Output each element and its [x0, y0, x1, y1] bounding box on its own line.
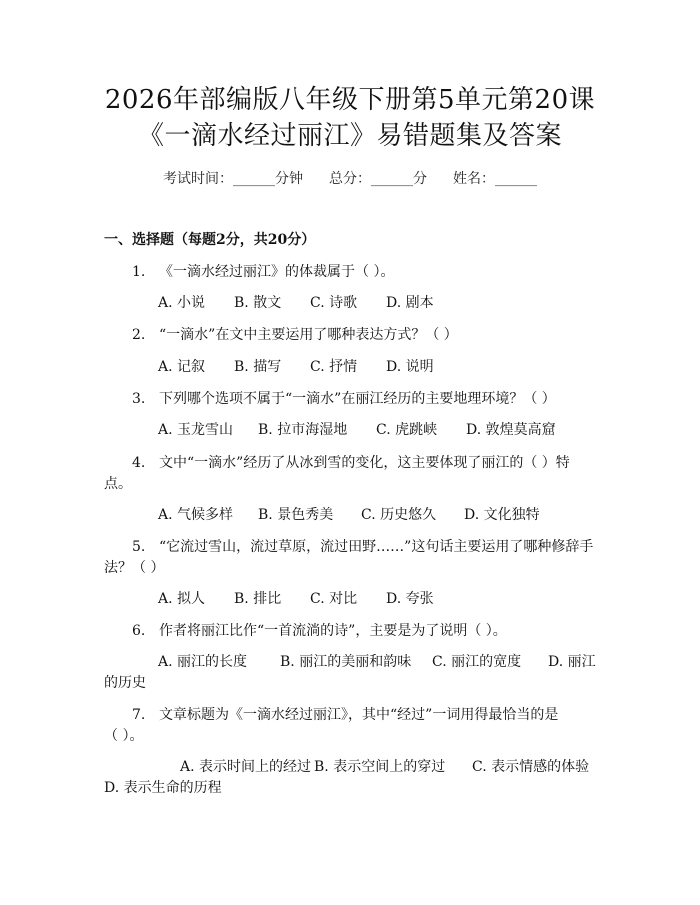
page-title-line1: 2026年部编版八年级下册第5单元第20课 [104, 85, 596, 115]
options-3 [158, 420, 556, 440]
option-c: C. 抒情 [310, 359, 358, 375]
question-2 [132, 325, 458, 345]
option-a: A. 表示时间上的经过 [180, 759, 312, 775]
option-b: B. 描写 [234, 359, 282, 375]
option-c: C. 表示情感的体验 [472, 759, 590, 775]
page-title-line2: 《一滴水经过丽江》易错题集及答案 [137, 121, 562, 151]
question-number: 7. [132, 707, 146, 723]
option-d: D. 敦煌莫高窟 [466, 422, 556, 438]
option-c: C. 诗歌 [310, 295, 358, 311]
option-a: A. 拟人 [158, 591, 206, 607]
options-5 [158, 589, 434, 609]
question-number: 2. [132, 327, 146, 343]
option-a: A. 气候多样 [158, 507, 234, 523]
options-2 [158, 357, 434, 377]
question-text: 《一滴水经过丽江》的体裁属于（ ）。 [159, 264, 395, 280]
question-4 [132, 453, 570, 473]
exam-info [0, 168, 700, 188]
question-6 [132, 621, 507, 641]
question-text: “一滴水”在文中主要运用了哪种表达方式？（ ） [159, 327, 458, 343]
section-heading: 一、选择题（每题2分，共20分） [104, 232, 316, 248]
option-c: C. 对比 [310, 591, 358, 607]
student-name: 姓名：______ [453, 171, 537, 187]
option-d: D. 文化独特 [464, 507, 540, 523]
option-b: B. 景色秀美 [258, 507, 334, 523]
question-text: 下列哪个选项不属于“一滴水”在丽江经历的主要地理环境？（ ） [159, 391, 556, 407]
question-text: “它流过雪山，流过草原，流过田野……”这句话主要运用了哪种修辞手 [159, 539, 594, 555]
question-7 [132, 705, 558, 725]
option-d: D. 剧本 [386, 295, 434, 311]
question-text: 作者将丽江比作“一首流淌的诗”，主要是为了说明（ ）。 [159, 623, 507, 639]
exam-score: 总分：______分 [329, 171, 427, 187]
option-b: B. 拉市海湿地 [258, 422, 348, 438]
exam-time: 考试时间：______分钟 [163, 171, 303, 187]
option-c: C. 历史悠久 [361, 507, 437, 523]
question-number: 3. [132, 391, 146, 407]
question-3 [132, 389, 556, 409]
question-text: 文中“一滴水”经历了从冰到雪的变化，这主要体现了丽江的（ ）特 [159, 455, 570, 471]
option-a: A. 丽江的长度 [158, 654, 248, 670]
question-number: 4. [132, 455, 146, 471]
question-5-cont: 法？（ ） [104, 560, 165, 576]
question-1 [132, 262, 394, 282]
question-number: 6. [132, 623, 146, 639]
options-6 [158, 652, 596, 672]
question-number: 1. [132, 264, 146, 280]
option-b: B. 丽江的美丽和韵味 [280, 654, 412, 670]
option-a: A. 小说 [158, 295, 206, 311]
options-7-cont: D. 表示生命的历程 [104, 780, 222, 796]
question-4-cont: 点。 [104, 476, 132, 492]
option-a: A. 记叙 [158, 359, 206, 375]
options-1 [158, 293, 434, 313]
option-d: D. 夸张 [386, 591, 434, 607]
options-6-cont: 的历史 [104, 675, 146, 691]
option-b: B. 散文 [234, 295, 282, 311]
question-number: 5. [132, 539, 146, 555]
option-d: D. 丽江 [548, 654, 596, 670]
option-b: B. 排比 [234, 591, 282, 607]
question-5 [132, 537, 593, 557]
option-c: C. 虎跳峡 [376, 422, 438, 438]
option-d: D. 说明 [386, 359, 434, 375]
option-c: C. 丽江的宽度 [432, 654, 522, 670]
options-7 [180, 757, 589, 777]
question-7-cont: （ ）。 [104, 728, 144, 744]
question-text: 文章标题为《一滴水经过丽江》，其中“经过”一词用得最恰当的是 [159, 707, 559, 723]
options-4 [158, 505, 540, 525]
option-a: A. 玉龙雪山 [158, 422, 234, 438]
option-b: B. 表示空间上的穿过 [314, 759, 446, 775]
